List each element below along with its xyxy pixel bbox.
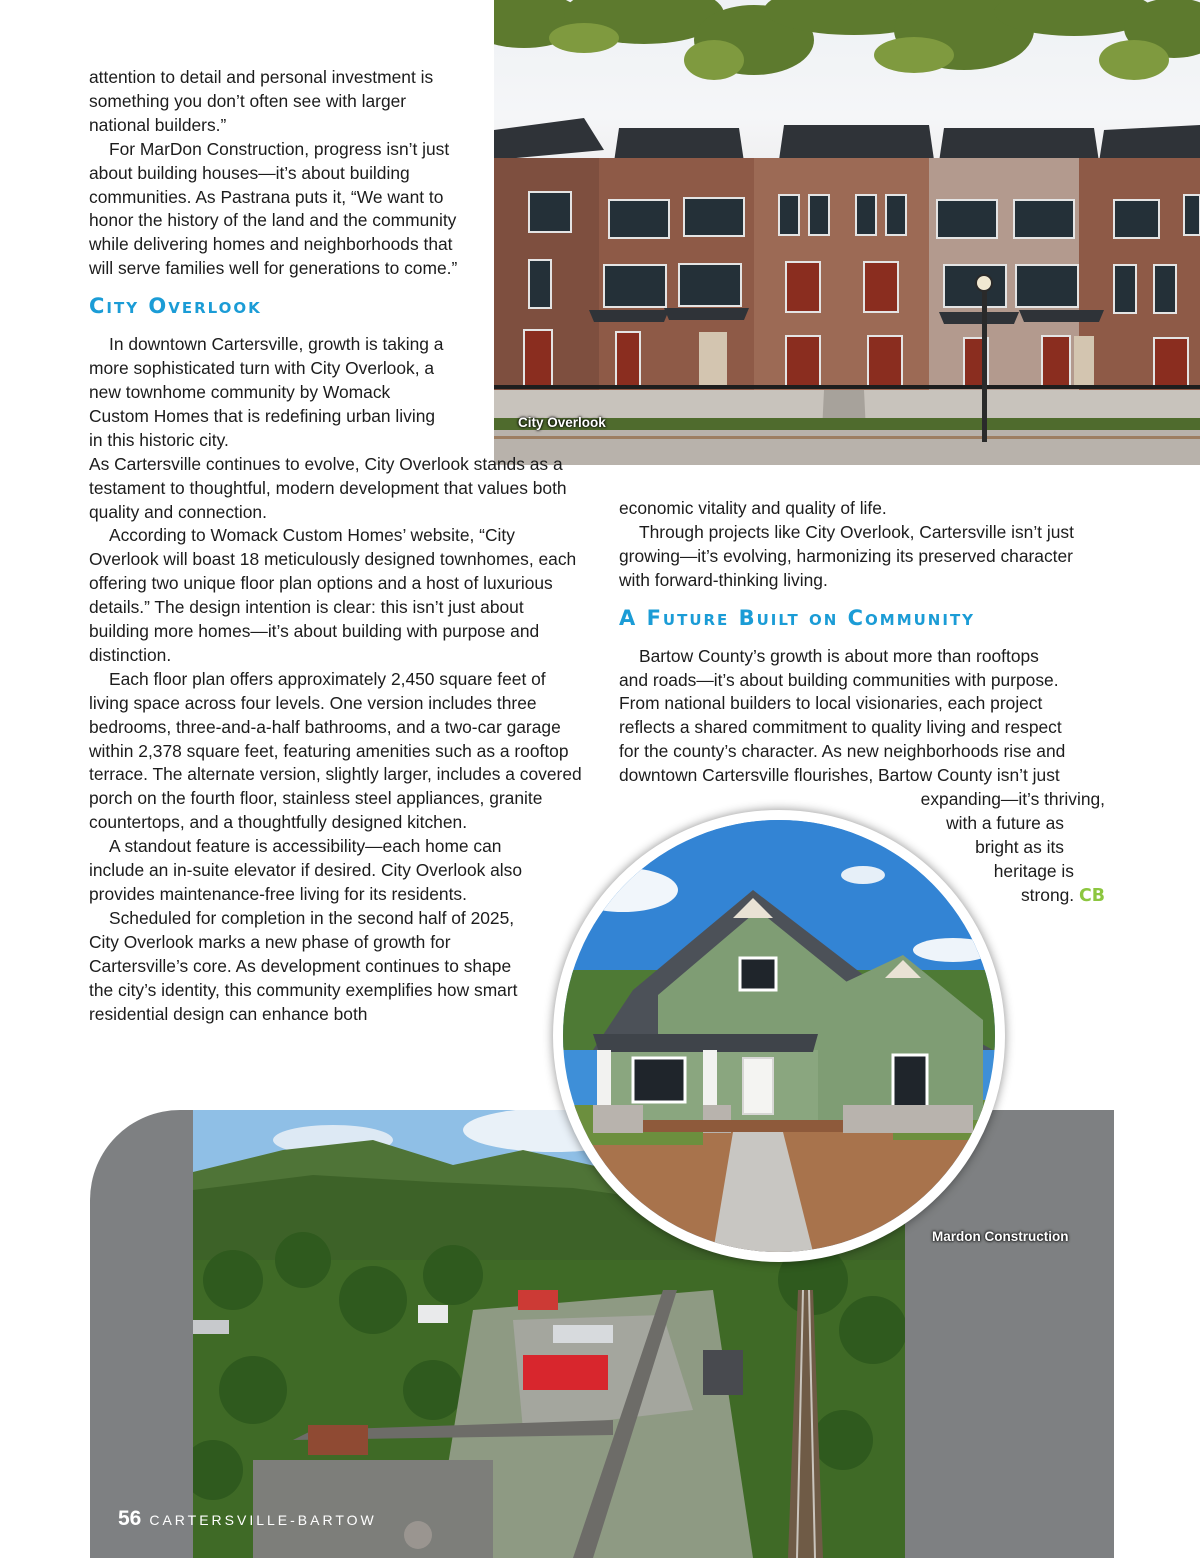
- city-overlook-paragraph-3: Each floor plan offers approximately 2,450 square feet of living space across four levels. One version includes three bedrooms, three-and-a-half bathrooms, and a two-car garage within 2,378 square feet, featuring amenities such as a rooftop terrace. The alternate version, slightly larger, includes a covered porch on the fourth floor, stainless steel appliances, granite countertops, and a thoughtfully designed kitchen.: [89, 668, 582, 833]
- page-number: 56: [118, 1507, 142, 1530]
- closing-line: From national builders to local visionaries, each project: [619, 693, 1043, 714]
- city-overlook-paragraph-1: In downtown Cartersville, growth is taking a more sophisticated turn with City Overlook, a new townhome community by Womack Custom Homes that is redefining urban living in this historic city.: [89, 334, 444, 450]
- taper-line: bright as its: [975, 836, 1064, 857]
- city-overlook-paragraph-2: According to Womack Custom Homes’ website, “City Overlook will boast 18 meticulously designed townhomes, each offering two unique floor plan options and a host of luxurious details.” The design intention is clear: this isn’t just about building more homes—it’s about building with purpose and distinction.: [89, 525, 577, 665]
- closing-line: for the county’s character. As new neighborhoods rise and: [619, 741, 1066, 762]
- townhomes-photo: [494, 0, 1200, 465]
- taper-line: with a future as: [946, 812, 1064, 833]
- section-heading-city-overlook: City Overlook: [89, 294, 262, 319]
- townhomes-illustration: [494, 0, 1200, 465]
- intro-paragraph-1: attention to detail and personal investment is something you don’t often see with larger national builders.”: [89, 67, 434, 135]
- city-overlook-paragraph-1-cont: As Cartersville continues to evolve, City Overlook stands as a testament to thoughtful, modern development that values both quality and connection.: [89, 453, 567, 522]
- closing-line: Bartow County’s growth is about more than rooftops: [639, 645, 1039, 666]
- end-mark: CB: [1078, 885, 1105, 906]
- taper-line: strong.: [1020, 884, 1075, 905]
- closing-line: reflects a shared commitment to quality living and respect: [619, 717, 1062, 738]
- townhomes-caption: City Overlook: [518, 415, 606, 430]
- taper-line: expanding—it’s thriving,: [920, 789, 1105, 810]
- right-paragraph: Through projects like City Overlook, Cartersville isn’t just growing—it’s evolving, harmonizing its preserved character with forward-thinking living.: [619, 521, 1074, 590]
- city-overlook-paragraph-4: A standout feature is accessibility—each home can include an in-suite elevator if desired. City Overlook also provides maintenance-free living for its residents.: [89, 836, 523, 904]
- house-caption: Mardon Construction: [932, 1229, 1069, 1244]
- closing-line: downtown Cartersville flourishes, Bartow County isn’t just: [619, 765, 1060, 786]
- city-overlook-paragraph-5: Scheduled for completion in the second half of 2025, City Overlook marks a new phase of growth for Cartersville’s core. As development continues to shape the city’s identity, this community exemplifies how smart residential design can enhance both: [89, 907, 518, 1024]
- intro-paragraph-2: For MarDon Construction, progress isn’t just about building houses—it’s about building communities. As Pastrana puts it, “We want to honor the history of the land and the community while delivering homes and neighborhoods that will serve families well for generations to come.”: [89, 138, 458, 279]
- left-column: [89, 66, 589, 1026]
- right-continued-text: economic vitality and quality of life.: [619, 498, 887, 518]
- closing-line: and roads—it’s about building communities with purpose.: [619, 669, 1059, 690]
- house-illustration: [563, 820, 995, 1252]
- folio: [118, 1507, 377, 1531]
- taper-line: heritage is: [993, 860, 1074, 881]
- section-heading-future: A Future Built on Community: [619, 605, 976, 630]
- publication-name: CARTERSVILLE-BARTOW: [149, 1512, 377, 1528]
- house-photo: [553, 810, 1005, 1262]
